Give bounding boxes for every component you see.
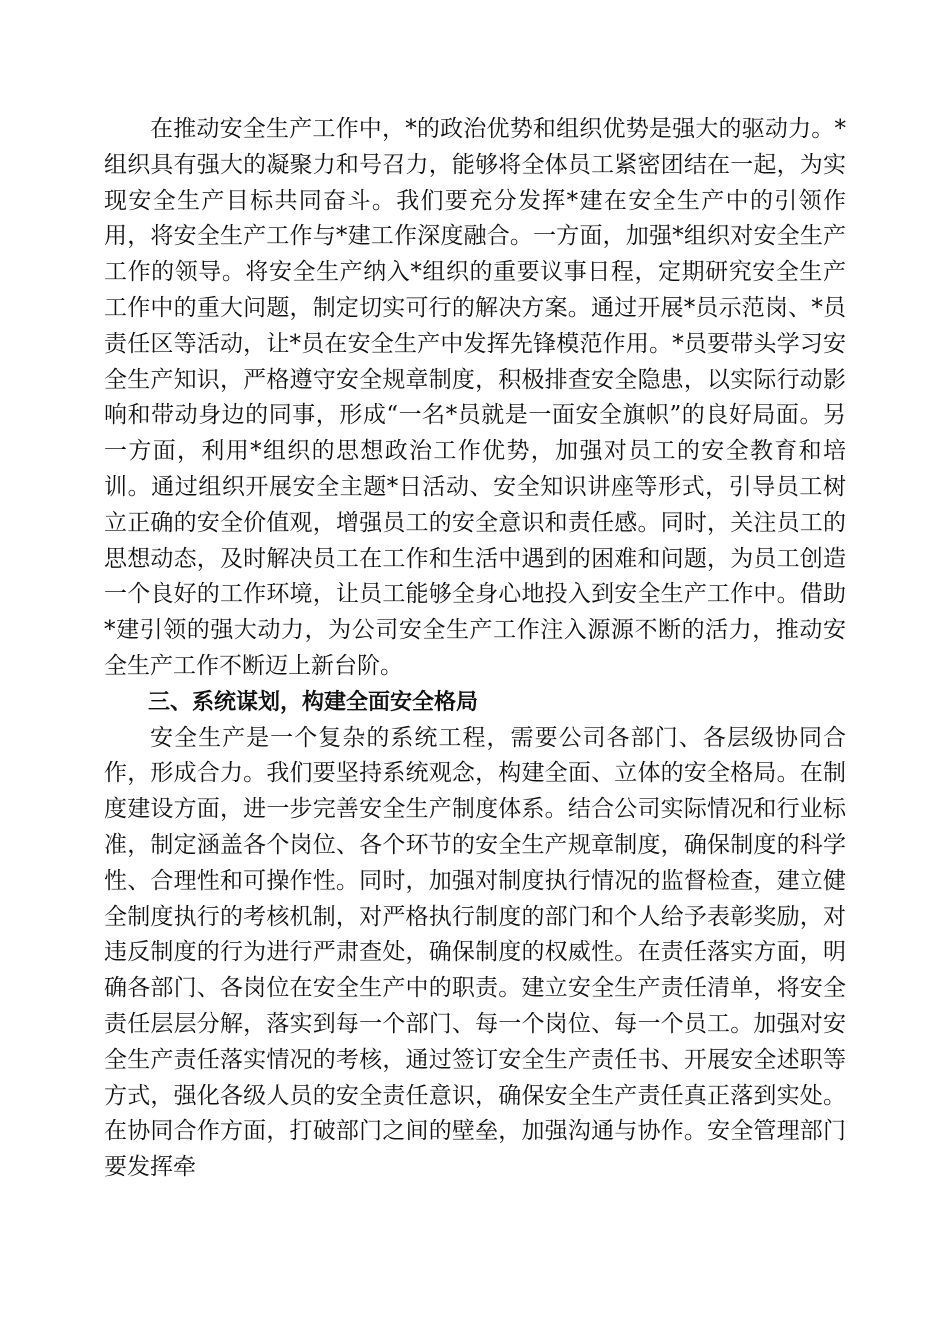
- body-paragraph: 安全生产是一个复杂的系统工程，需要公司各部门、各层级协同合作，形成合力。我们要坚持系统观念，构建全面、立体的安全格局。在制度建设方面，进一步完善安全生产制度体系。结合公司实际情况和行业标准，制定涵盖各个岗位、各个环节的安全生产规章制度，确保制度的科学性、合理性和可操作性。同时，加强对制度执行情况的监督检查，建立健全制度执行的考核机制，对严格执行制度的部门和个人给予表彰奖励，对违反制度的行为进行严肃查处，确保制度的权威性。在责任落实方面，明确各部门、各岗位在安全生产中的职责。建立安全生产责任清单，将安全责任层层分解，落实到每一个部门、每一个岗位、每一个员工。加强对安全生产责任落实情况的考核，通过签订安全生产责任书、开展安全述职等方式，强化各级人员的安全责任意识，确保安全生产责任真正落到实处。 在协同合作方面，打破部门之间的壁垒，加强沟通与协作。安全管理部门要发挥牵: [104, 724, 846, 1181]
- document-page: [104, 112, 846, 1186]
- section-heading: 三、系统谋划，构建全面安全格局: [148, 689, 479, 715]
- body-paragraph: 在推动安全生产工作中，*的政治优势和组织优势是强大的驱动力。*组织具有强大的凝聚力和号召力，能够将全体员工紧密团结在一起，为实现安全生产目标共同奋斗。我们要充分发挥*建在安全生产中的引领作用，将安全生产工作与*建工作深度融合。一方面，加强*组织对安全生产工作的领导。将安全生产纳入*组织的重要议事日程，定期研究安全生产工作中的重大问题，制定切实可行的解决方案。通过开展*员示范岗、*员责任区等活动，让*员在安全生产中发挥先锋模范作用。*员要带头学习安全生产知识，严格遵守安全规章制度，积极排查安全隐患，以实际行动影响和带动身边的同事，形成“一名*员就是一面安全旗帜”的良好局面。另一方面，利用*组织的思想政治工作优势，加强对员工的安全教育和培训。通过组织开展安全主题*日活动、安全知识讲座等形式，引导员工树立正确的安全价值观，增强员工的安全意识和责任感。同时，关注员工的思想动态，及时解决员工在工作和生活中遇到的困难和问题，为员工创造一个良好的工作环境，让员工能够全身心地投入到安全生产工作中。借助*建引领的强大动力，为公司安全生产工作注入源源不断的活力，推动安全生产工作不断迈上新台阶。: [104, 116, 846, 679]
